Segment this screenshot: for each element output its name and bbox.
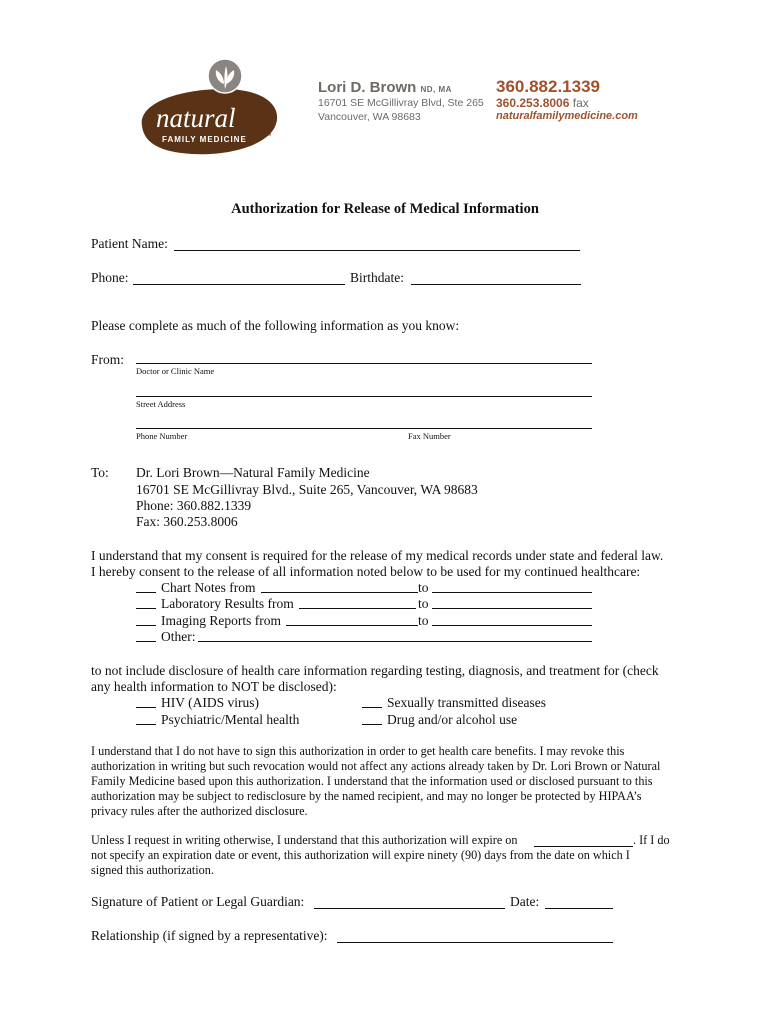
signature-date-field[interactable] [545, 908, 613, 909]
imaging-reports-label: Imaging Reports from [161, 613, 281, 628]
hiv-label: HIV (AIDS virus) [161, 695, 259, 710]
consent-line1: I understand that my consent is required for the release of my medical records under state and federal law. [91, 548, 664, 563]
hiv-check[interactable] [136, 707, 156, 708]
expiration-text-1a: Unless I request in writing otherwise, I understand that this authorization will expire on [91, 833, 518, 847]
lab-results-from-field[interactable] [299, 608, 416, 609]
expiration-text-2: not specify an expiration date or event, this authorization will expire ninety (90) days from the date on which I [91, 848, 630, 862]
recipient-line4: Fax: 360.253.8006 [136, 514, 238, 529]
consent-line2: I hereby consent to the release of all information noted below to be used for my continued healthcare: [91, 564, 641, 579]
exclusion-line2: any health information to NOT be disclosed): [91, 679, 337, 694]
to-label: To: [91, 465, 109, 480]
expiration-text-3: signed this authorization. [91, 863, 214, 877]
chart-notes-check[interactable] [136, 592, 156, 593]
fax-number-caption: Fax Number [408, 431, 451, 441]
provider-website: naturalfamilymedicine.com [496, 110, 638, 122]
phone-label: Phone: [91, 270, 129, 285]
revocation-notice: I understand that I do not have to sign this authorization in order to get health care benefits. I may revoke this authorization in writing but such revocation would not affect any actions already taken by Dr. Lori Brown or Natural Family Medicine based upon this authorization. I understand that the information used or disclosed pursuant to this authorization may be subject to redisclosure by the named recipient, and may no longer be protected by HIPAA’s privacy rules after the authorized disclosure. [91, 744, 661, 818]
date-label: Date: [510, 894, 540, 909]
imaging-reports-check[interactable] [136, 625, 156, 626]
imaging-reports-to-field[interactable] [432, 625, 592, 626]
exclusion-line1: to not include disclosure of health care information regarding testing, diagnosis, and treatment for (check [91, 663, 659, 678]
instructions-text: Please complete as much of the following information as you know: [91, 318, 460, 333]
imaging-reports-to-label: to [418, 613, 429, 628]
birthdate-field[interactable] [411, 284, 581, 285]
drug-label: Drug and/or alcohol use [387, 712, 518, 727]
std-label: Sexually transmitted diseases [387, 695, 546, 710]
imaging-reports-from-field[interactable] [286, 625, 418, 626]
chart-notes-to-label: to [418, 580, 429, 595]
provider-address-line2: Vancouver, WA 98683 [318, 111, 421, 123]
signature-field[interactable] [314, 908, 505, 909]
psych-label: Psychiatric/Mental health [161, 712, 300, 727]
provider-fax: 360.253.8006 fax [496, 96, 589, 110]
recipient-line3: Phone: 360.882.1339 [136, 498, 252, 513]
street-address-caption: Street Address [136, 399, 186, 409]
provider-credentials: ND, MA [420, 85, 452, 94]
expiration-date-field[interactable] [534, 846, 633, 847]
chart-notes-to-field[interactable] [432, 592, 592, 593]
doctor-clinic-field[interactable] [136, 363, 592, 364]
provider-phone: 360.882.1339 [496, 77, 600, 96]
logo-tm: TM [264, 132, 272, 138]
form-title: Authorization for Release of Medical Information [231, 201, 539, 217]
signature-label: Signature of Patient or Legal Guardian: [91, 894, 305, 909]
relationship-field[interactable] [337, 942, 613, 943]
logo-word: natural [156, 103, 236, 133]
lab-results-to-label: to [418, 596, 429, 611]
chart-notes-label: Chart Notes from [161, 580, 256, 595]
recipient-line2: 16701 SE McGillivray Blvd., Suite 265, Vancouver, WA 98683 [136, 482, 478, 497]
other-records-field[interactable] [198, 641, 592, 642]
doctor-clinic-caption: Doctor or Clinic Name [136, 366, 215, 376]
birthdate-label: Birthdate: [350, 270, 404, 285]
logo-subtitle: FAMILY MEDICINE [162, 135, 247, 144]
lab-results-to-field[interactable] [432, 608, 592, 609]
other-records-label: Other: [161, 629, 196, 644]
psych-check[interactable] [136, 724, 156, 725]
from-label: From: [91, 352, 125, 367]
recipient-line1: Dr. Lori Brown—Natural Family Medicine [136, 465, 370, 480]
patient-name-label: Patient Name: [91, 236, 168, 251]
provider-name: Lori D. Brown ND, MA [318, 79, 452, 96]
expiration-text-1b: . If I do [633, 833, 670, 847]
lab-results-label: Laboratory Results from [161, 596, 294, 611]
other-records-check[interactable] [136, 641, 156, 642]
provider-address-line1: 16701 SE McGillivray Blvd, Ste 265 [318, 97, 484, 109]
patient-name-field[interactable] [174, 250, 580, 251]
natural-family-medicine-logo [136, 56, 282, 156]
drug-check[interactable] [362, 724, 382, 725]
chart-notes-from-field[interactable] [261, 592, 418, 593]
lab-results-check[interactable] [136, 608, 156, 609]
phone-number-caption: Phone Number [136, 431, 188, 441]
phone-fax-field[interactable] [136, 428, 592, 429]
phone-field[interactable] [133, 284, 345, 285]
relationship-label: Relationship (if signed by a representative): [91, 928, 328, 943]
std-check[interactable] [362, 707, 382, 708]
street-address-field[interactable] [136, 396, 592, 397]
